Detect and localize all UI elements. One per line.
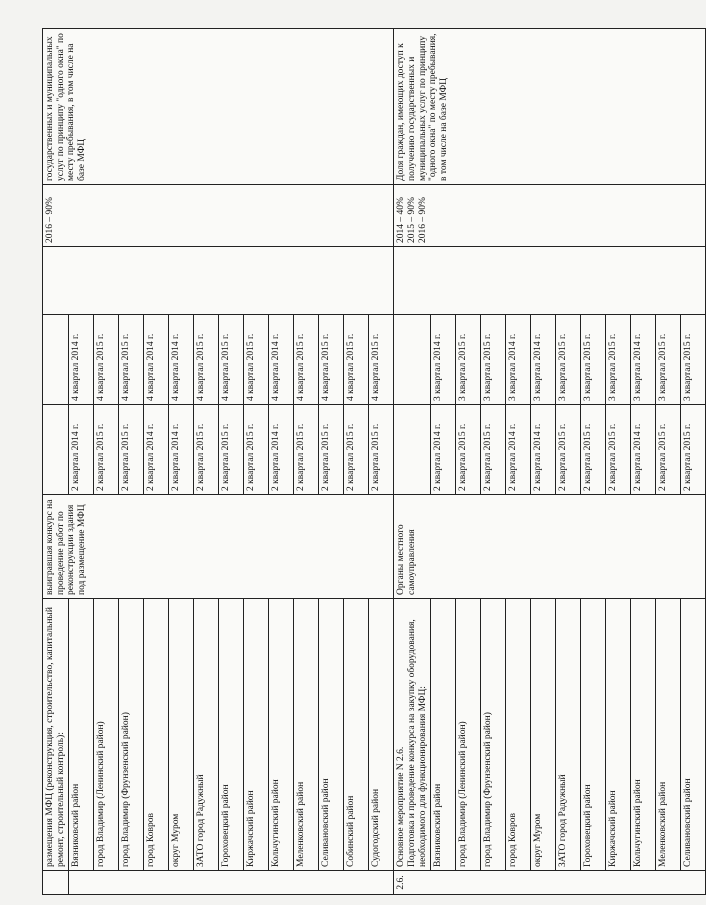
row-number-cell (69, 871, 394, 895)
start-date-cell: 2 квартал 2015 г. (119, 405, 144, 495)
end-date-cell: 4 квартал 2014 г. (269, 315, 294, 405)
table-body (43, 29, 706, 895)
table-row (394, 29, 431, 895)
district-name-cell: округ Муром (531, 599, 556, 871)
end-date-cell: 3 квартал 2014 г. (531, 315, 556, 405)
end-date-cell: 4 квартал 2015 г. (344, 315, 369, 405)
district-name-cell: Кольчугинский район (631, 599, 656, 871)
district-name-cell: город Владимир (Фрунзенский район) (481, 599, 506, 871)
end-date-cell: 3 квартал 2015 г. (556, 315, 581, 405)
start-date-cell: 2 квартал 2015 г. (294, 405, 319, 495)
district-name-cell: Селивановский район (319, 599, 344, 871)
start-date-cell: 2 квартал 2014 г. (69, 405, 94, 495)
end-date-cell: 4 квартал 2015 г. (319, 315, 344, 405)
start-date-cell: 2 квартал 2015 г. (656, 405, 681, 495)
district-name-cell: Кольчугинский район (269, 599, 294, 871)
district-name-cell: город Ковров (506, 599, 531, 871)
start-date-cell: 2 квартал 2015 г. (556, 405, 581, 495)
end-date-cell: 3 квартал 2015 г. (456, 315, 481, 405)
end-date-cell: 3 квартал 2015 г. (581, 315, 606, 405)
end-date-cell: 4 квартал 2015 г. (119, 315, 144, 405)
district-name-cell: Гороховецкий район (219, 599, 244, 871)
end-date-cell: 4 квартал 2015 г. (94, 315, 119, 405)
end-date-cell: 4 квартал 2014 г. (169, 315, 194, 405)
table-row (43, 29, 69, 895)
district-name-cell: Меленковский район (656, 599, 681, 871)
district-name-cell: Собинский район (344, 599, 369, 871)
district-name-cell: город Владимир (Фрунзенский район) (119, 599, 144, 871)
end-date-cell: 3 квартал 2014 г. (506, 315, 531, 405)
end-date-cell: 4 квартал 2015 г. (244, 315, 269, 405)
end-date-cell: 4 квартал 2015 г. (294, 315, 319, 405)
start-date-cell: 2 квартал 2015 г. (94, 405, 119, 495)
start-date-cell: 2 квартал 2015 г. (194, 405, 219, 495)
start-date-cell: 2 квартал 2014 г. (631, 405, 656, 495)
district-name-cell: Селивановский район (681, 599, 706, 871)
end-date-cell: 3 квартал 2014 г. (431, 315, 456, 405)
indicator-values-cell: 2014 – 40% 2015 – 90% 2016 – 90% (394, 185, 706, 247)
start-date-cell: 2 квартал 2015 г. (369, 405, 394, 495)
end-date-cell (394, 315, 431, 405)
start-date-cell: 2 квартал 2014 г. (531, 405, 556, 495)
name-cell: размещения МФЦ (реконструкция, строительство, капитальный ремонт, строительный контроль): (43, 599, 69, 871)
district-name-cell: ЗАТО город Радужный (556, 599, 581, 871)
start-cell (43, 405, 69, 495)
start-date-cell: 2 квартал 2015 г. (606, 405, 631, 495)
start-date-cell: 2 квартал 2014 г. (169, 405, 194, 495)
district-name-cell: город Владимир (Ленинский район) (94, 599, 119, 871)
end-date-cell: 3 квартал 2015 г. (656, 315, 681, 405)
end-date-cell: 4 квартал 2014 г. (144, 315, 169, 405)
district-name-cell: город Владимир (Ленинский район) (456, 599, 481, 871)
start-date-cell: 2 квартал 2015 г. (219, 405, 244, 495)
district-name-cell: ЗАТО город Радужный (194, 599, 219, 871)
start-date-cell: 2 квартал 2015 г. (481, 405, 506, 495)
indicator-text-cell: Доля граждан, имеющих доступ к получению государственных и муниципальных услуг по принципу "одного окна" по месту пребывания, в том числе на базе МФЦ (394, 29, 706, 185)
section-number-cell: 2.6. (394, 871, 706, 895)
district-name-cell: Гороховецкий район (581, 599, 606, 871)
end-date-cell: 3 квартал 2015 г. (481, 315, 506, 405)
end-date-cell: 4 квартал 2015 г. (194, 315, 219, 405)
activities-table (42, 28, 706, 895)
district-name-cell: Судогодский район (369, 599, 394, 871)
start-date-cell: 2 квартал 2015 г. (344, 405, 369, 495)
start-date-cell: 2 квартал 2014 г. (431, 405, 456, 495)
start-date-cell: 2 квартал 2015 г. (319, 405, 344, 495)
indicator-text-cell: государственных и муниципальных услуг по принципу "одного окна" по месту пребывания, в том числе на базе МФЦ (43, 29, 394, 185)
start-date-cell: 2 квартал 2015 г. (581, 405, 606, 495)
section-title-cell: Основное мероприятие N 2.6. Подготовка и проведение конкурса на закупку оборудования, необходимого для функционирования МФЦ: (394, 599, 431, 871)
end-date-cell: 3 квартал 2014 г. (631, 315, 656, 405)
district-name-cell: Киржачский район (244, 599, 269, 871)
start-date-cell: 2 квартал 2015 г. (456, 405, 481, 495)
start-date-cell: 2 квартал 2014 г. (144, 405, 169, 495)
end-date-cell: 4 квартал 2014 г. (69, 315, 94, 405)
district-name-cell: Меленковский район (294, 599, 319, 871)
end-date-cell: 3 квартал 2015 г. (606, 315, 631, 405)
district-name-cell: Вязниковский район (431, 599, 456, 871)
start-date-cell: 2 квартал 2014 г. (269, 405, 294, 495)
start-date-cell: 2 квартал 2015 г. (681, 405, 706, 495)
district-name-cell: город Ковров (144, 599, 169, 871)
start-date-cell (394, 405, 431, 495)
end-date-cell: 3 квартал 2015 г. (681, 315, 706, 405)
row-number-cell (43, 871, 69, 895)
indicator-target-cell: 2016 – 90% (43, 185, 394, 247)
district-name-cell: Вязниковский район (69, 599, 94, 871)
result-cell: выигравшая конкурс на проведение работ по реконструкции здания под размещение МФЦ (43, 495, 394, 599)
executor-cell: Органы местного самоуправления (394, 495, 706, 599)
end-cell (43, 315, 69, 405)
end-date-cell: 4 квартал 2015 г. (369, 315, 394, 405)
amount-cell (394, 247, 706, 315)
end-date-cell: 4 квартал 2015 г. (219, 315, 244, 405)
amount-cell (43, 247, 394, 315)
district-name-cell: Киржачский район (606, 599, 631, 871)
start-date-cell: 2 квартал 2015 г. (244, 405, 269, 495)
district-name-cell: округ Муром (169, 599, 194, 871)
start-date-cell: 2 квартал 2014 г. (506, 405, 531, 495)
